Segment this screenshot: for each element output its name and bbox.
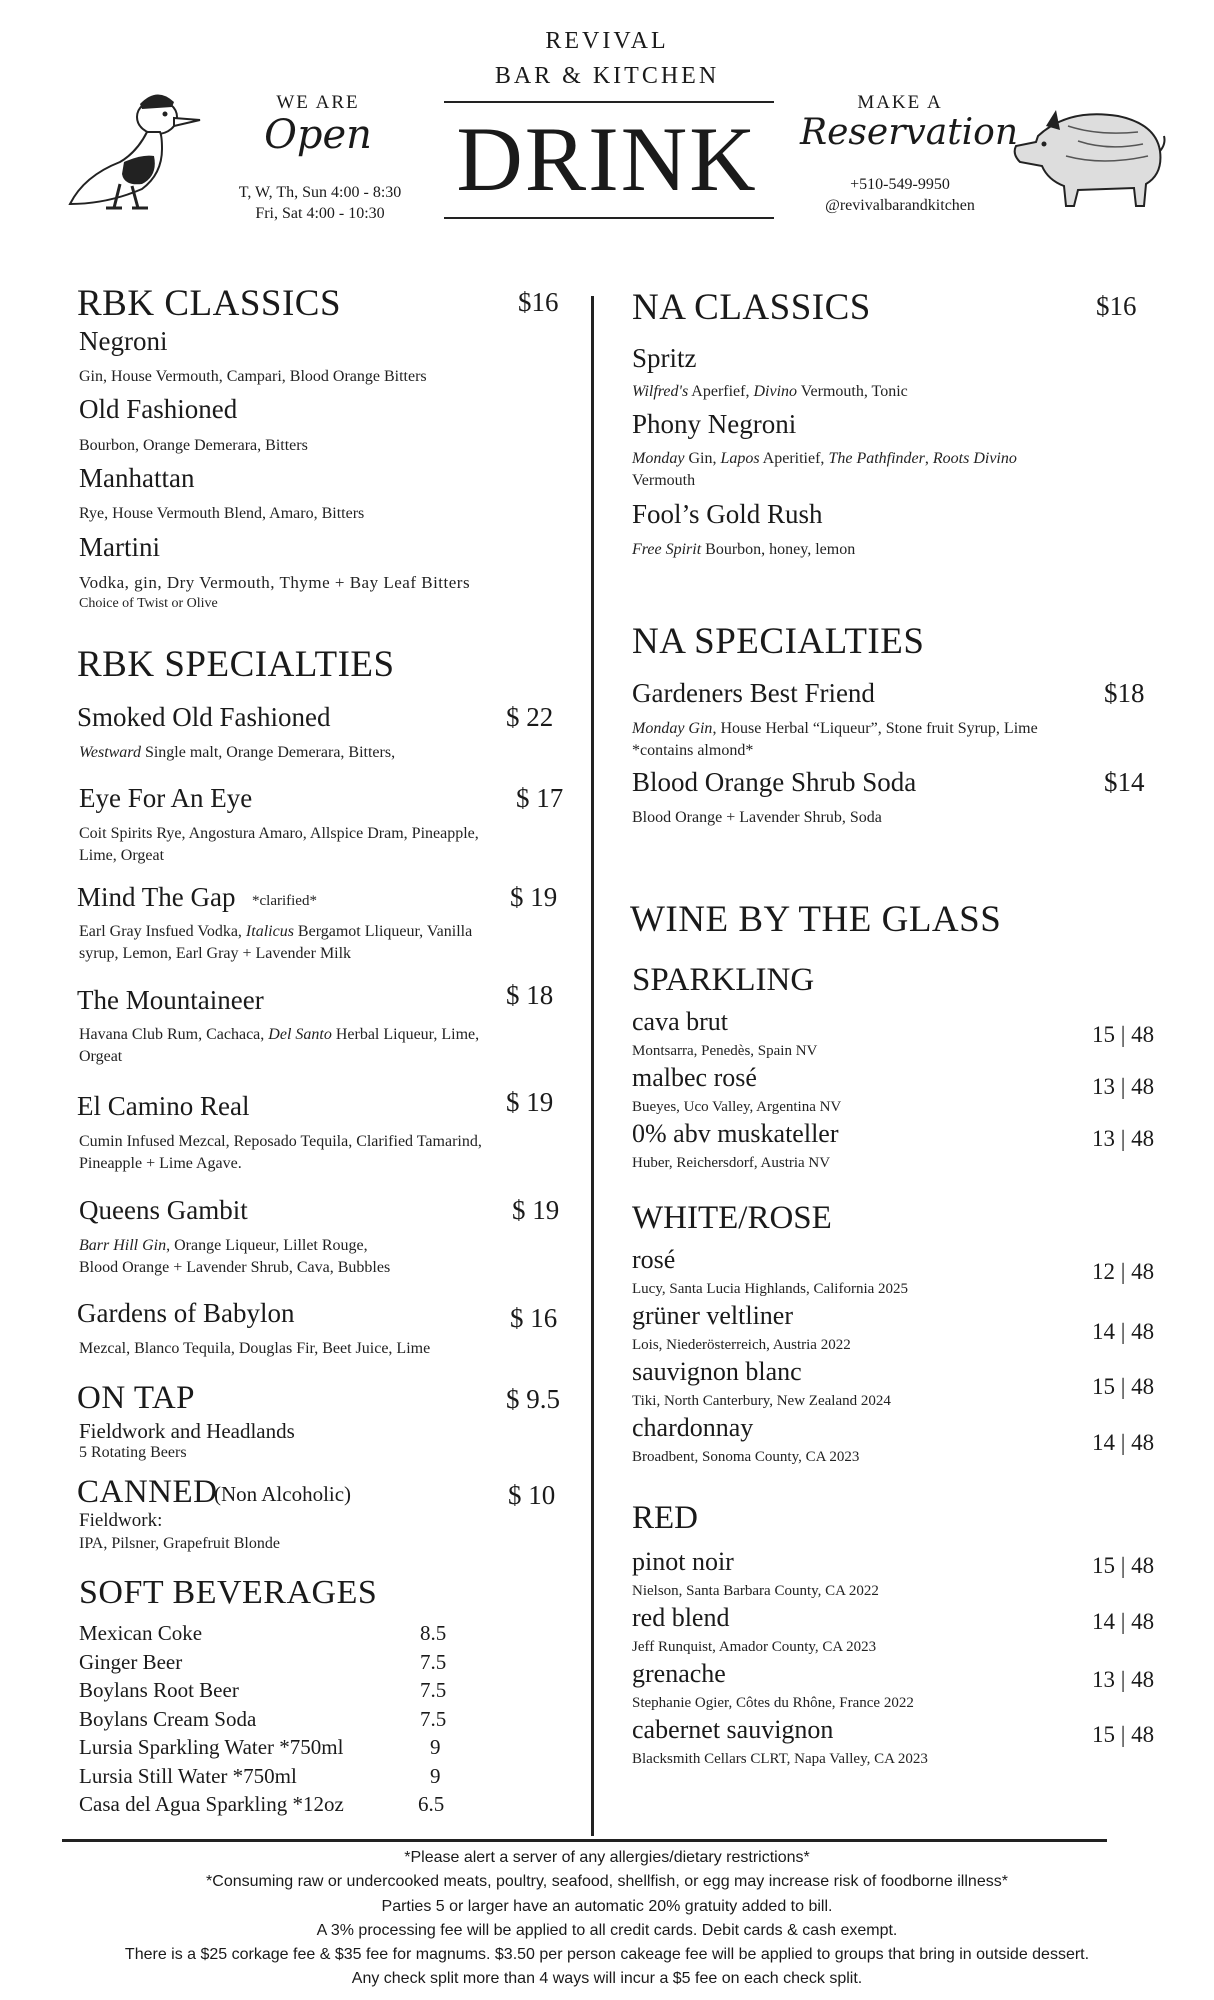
menu-item-desc: Bourbon, Orange Demerara, Bitters — [79, 437, 308, 454]
menu-item-desc: Gin, House Vermouth, Campari, Blood Orange Bitters — [79, 368, 427, 385]
menu-item-note: Choice of Twist or Olive — [79, 596, 218, 611]
wine-item-name: sauvignon blanc — [632, 1357, 802, 1386]
wine-item-name: chardonnay — [632, 1413, 754, 1442]
wine-red-title: RED — [632, 1500, 698, 1536]
wine-item-desc: Tiki, North Canterbury, New Zealand 2024 — [632, 1393, 891, 1409]
menu-item-tag: *clarified* — [252, 893, 317, 909]
wine-item-name: malbec rosé — [632, 1063, 757, 1092]
menu-item-name: Gardeners Best Friend — [632, 678, 875, 708]
menu-item-name: Spritz — [632, 343, 697, 373]
rbk-classics-price: $16 — [518, 287, 559, 317]
menu-item-desc: Vodka, gin, Dry Vermouth, Thyme + Bay Leaf Bitters — [79, 573, 471, 592]
brand-line-2: BAR & KITCHEN — [494, 63, 720, 89]
menu-item-desc-em: Wilfred's — [632, 383, 689, 400]
canned-line2: IPA, Pilsner, Grapefruit Blonde — [79, 1535, 280, 1552]
soft-item-name: Mexican Coke — [79, 1621, 203, 1645]
menu-item-desc-text: Herbal Liqueur, Lime, — [331, 1026, 480, 1043]
menu-item-name: The Mountaineer — [77, 985, 264, 1015]
menu-item-desc — [79, 1023, 479, 1046]
wine-item-desc: Lucy, Santa Lucia Highlands, California 2025 — [632, 1281, 909, 1297]
on-tap-line2: 5 Rotating Beers — [79, 1444, 187, 1461]
menu-item-desc: Blood Orange + Lavender Shrub, Soda — [632, 809, 882, 826]
menu-item-desc-em: Monday — [632, 450, 685, 467]
wine-item-desc: Bueyes, Uco Valley, Argentina NV — [632, 1099, 842, 1115]
menu-item-name: El Camino Real — [77, 1091, 250, 1121]
menu-item-desc-em: The Pathfinder — [828, 450, 925, 467]
menu-item-desc-em: Westward — [79, 744, 141, 761]
brand-line-1: REVIVAL — [545, 28, 669, 54]
wine-item-desc: Blacksmith Cellars CLRT, Napa Valley, CA 2023 — [632, 1751, 928, 1767]
wine-white-title: WHITE/ROSE — [632, 1200, 832, 1236]
wine-item-price: 13 | 48 — [1092, 1667, 1155, 1692]
wine-item-price: 12 | 48 — [1092, 1259, 1155, 1284]
wine-item-price: 15 | 48 — [1092, 1553, 1155, 1578]
menu-item-price: $ 16 — [510, 1303, 558, 1333]
menu-item-desc — [632, 538, 855, 561]
rbk-classics-title: RBK CLASSICS — [77, 283, 342, 324]
wine-item-desc: Nielson, Santa Barbara County, CA 2022 — [632, 1583, 879, 1599]
na-classics-price: $16 — [1096, 291, 1137, 321]
wine-item-name: 0% abv muskateller — [632, 1119, 839, 1148]
menu-item-desc-text: Single malt, Orange Demerara, Bitters, — [140, 744, 396, 761]
menu-item-desc-line2: Orgeat — [79, 1048, 123, 1065]
soft-item-name: Boylans Root Beer — [79, 1678, 239, 1702]
wine-item-price: 14 | 48 — [1092, 1319, 1155, 1344]
menu-item-desc-line2: Vermouth — [632, 472, 696, 489]
menu-item-name: Manhattan — [79, 463, 195, 493]
soft-item-price: 7.5 — [420, 1650, 447, 1674]
soft-item-price: 8.5 — [420, 1621, 447, 1645]
footer-rule — [62, 1839, 1107, 1842]
soft-item-price: 7.5 — [420, 1678, 447, 1702]
menu-item-desc — [632, 380, 908, 403]
soft-item-price: 7.5 — [420, 1707, 447, 1731]
menu-item-desc-text: Earl Gray Insfued Vodka, — [79, 923, 246, 940]
menu-item-name: Phony Negroni — [632, 409, 797, 439]
menu-item-desc-text: Aperitief, — [759, 450, 829, 467]
canned-title: CANNED — [77, 1474, 218, 1510]
menu-item-desc-em: Roots Divino — [932, 450, 1017, 467]
soft-item-name: Lursia Still Water *750ml — [79, 1764, 297, 1788]
menu-item-desc-line2: Pineapple + Lime Agave. — [79, 1155, 242, 1172]
menu-item-desc-text: , Orange Liqueur, Lillet Rouge, — [166, 1237, 368, 1254]
soft-item-price: 9 — [430, 1764, 441, 1788]
menu-item-name: Smoked Old Fashioned — [77, 702, 331, 732]
menu-item-desc-em: Italicus — [245, 923, 294, 940]
soft-item-price: 9 — [430, 1735, 441, 1759]
menu-item-desc: Cumin Infused Mezcal, Reposado Tequila, Clarified Tamarind, — [79, 1133, 482, 1150]
footer-line: There is a $25 corkage fee & $35 fee for magnums. $3.50 per person cakeage fee will be applied to groups that bring in outside dessert. — [124, 1946, 1090, 1963]
title-rule-top — [444, 101, 774, 103]
menu-item-name: Eye For An Eye — [79, 783, 253, 813]
menu-item-desc-text: , — [924, 450, 933, 467]
hours-line-1: T, W, Th, Sun 4:00 - 8:30 — [238, 184, 402, 201]
menu-item-price: $18 — [1104, 678, 1145, 708]
column-divider — [591, 296, 594, 1836]
wine-item-price: 15 | 48 — [1092, 1722, 1155, 1747]
menu-item-name: Gardens of Babylon — [77, 1298, 295, 1328]
wine-item-price: 14 | 48 — [1092, 1609, 1155, 1634]
wine-item-name: grüner veltliner — [632, 1301, 793, 1330]
menu-item-desc-text: Aperfief, — [688, 383, 754, 400]
na-classics-title: NA CLASSICS — [632, 287, 871, 328]
wine-item-price: 15 | 48 — [1092, 1374, 1155, 1399]
menu-item-desc: Mezcal, Blanco Tequila, Douglas Fir, Beet Juice, Lime — [79, 1340, 431, 1357]
footer-line: *Consuming raw or undercooked meats, poultry, seafood, shellfish, or egg may increase risk of foodborne illness* — [206, 1873, 1008, 1890]
on-tap-line1: Fieldwork and Headlands — [79, 1419, 295, 1443]
wine-item-price: 14 | 48 — [1092, 1430, 1155, 1455]
menu-item-desc-line2: Blood Orange + Lavender Shrub, Cava, Bubbles — [79, 1259, 391, 1276]
na-specialties-title: NA SPECIALTIES — [632, 621, 925, 662]
menu-item-desc — [79, 920, 472, 943]
menu-item-desc: Coit Spirits Rye, Angostura Amaro, Allspice Dram, Pineapple, — [79, 825, 479, 842]
wine-item-desc: Huber, Reichersdorf, Austria NV — [632, 1155, 831, 1171]
wine-item-desc: Broadbent, Sonoma County, CA 2023 — [632, 1449, 860, 1465]
menu-item-desc-em: Lapos — [720, 450, 760, 467]
menu-item-desc-text: , House Herbal “Liqueur”, Stone fruit Syrup, Lime — [712, 720, 1038, 737]
wine-item-name: pinot noir — [632, 1547, 734, 1576]
title-rule-bottom — [444, 217, 774, 219]
on-tap-title: ON TAP — [77, 1380, 196, 1416]
soft-item-price: 6.5 — [418, 1792, 445, 1816]
rbk-specialties-title: RBK SPECIALTIES — [77, 644, 395, 685]
menu-item-desc-line2: syrup, Lemon, Earl Gray + Lavender Milk — [79, 945, 352, 962]
wine-item-name: red blend — [632, 1603, 730, 1632]
footer-line: A 3% processing fee will be applied to all credit cards. Debit cards & cash exempt. — [316, 1922, 898, 1939]
footer-line: Any check split more than 4 ways will incur a $5 fee on each check split. — [351, 1970, 863, 1987]
soft-beverages-title: SOFT BEVERAGES — [79, 1574, 378, 1611]
footer-line: *Please alert a server of any allergies/dietary restrictions* — [404, 1849, 810, 1866]
make-a-label: MAKE A — [857, 92, 943, 113]
menu-item-desc-em: Monday Gin — [632, 720, 713, 737]
canned-line1: Fieldwork: — [79, 1510, 163, 1531]
menu-item-price: $ 22 — [506, 702, 554, 732]
wine-item-desc: Jeff Runquist, Amador County, CA 2023 — [632, 1639, 877, 1655]
wine-item-price: 15 | 48 — [1092, 1022, 1155, 1047]
wine-item-desc: Lois, Niederösterreich, Austria 2022 — [632, 1337, 851, 1353]
menu-item-price: $14 — [1104, 767, 1145, 797]
wine-item-name: grenache — [632, 1659, 726, 1688]
menu-item-name: Queens Gambit — [79, 1195, 248, 1225]
soft-item-name: Boylans Cream Soda — [79, 1707, 257, 1731]
menu-item-name: Old Fashioned — [79, 394, 238, 424]
menu-item-desc — [79, 741, 395, 764]
menu-item-desc-text: Bergamot Lliqueur, Vanilla — [293, 923, 473, 940]
menu-item-desc-line2: Lime, Orgeat — [79, 847, 165, 864]
soft-item-name: Casa del Agua Sparkling *12oz — [79, 1792, 344, 1816]
menu-item-price: $ 19 — [512, 1195, 560, 1225]
reservation-label: Reservation — [800, 112, 1019, 153]
menu-item-name: Mind The Gap — [77, 882, 236, 912]
canned-tag: (Non Alcoholic) — [214, 1482, 352, 1506]
page-title: DRINK — [456, 108, 758, 210]
menu-item-desc-em: Free Spirit — [632, 541, 702, 558]
wine-item-desc: Montsarra, Penedès, Spain NV — [632, 1043, 818, 1059]
menu-item-desc-text: Bourbon, honey, lemon — [701, 541, 856, 558]
menu-item-desc-text: Gin, — [684, 450, 721, 467]
phone-number[interactable]: +510-549-9950 — [850, 176, 950, 193]
menu-item-desc — [79, 1234, 368, 1257]
wine-item-name: cabernet sauvignon — [632, 1715, 834, 1744]
menu-item-name: Negroni — [79, 326, 168, 356]
open-label: Open — [264, 112, 372, 158]
on-tap-price: $ 9.5 — [506, 1384, 560, 1414]
we-are-label: WE ARE — [276, 92, 360, 113]
soft-item-name: Lursia Sparkling Water *750ml — [79, 1735, 344, 1759]
menu-item-desc-em: Divino — [753, 383, 798, 400]
wine-item-price: 13 | 48 — [1092, 1074, 1155, 1099]
menu-item-desc-line2: *contains almond* — [632, 742, 754, 759]
wine-title: WINE BY THE GLASS — [630, 899, 1002, 940]
menu-item-desc-em: Del Santo — [268, 1026, 332, 1043]
canned-price: $ 10 — [508, 1480, 556, 1510]
wine-sparkling-title: SPARKLING — [632, 962, 815, 998]
menu-item-price: $ 18 — [506, 980, 554, 1010]
menu-item-desc-text: Havana Club Rum, Cachaca, — [79, 1026, 269, 1043]
menu-item-price: $ 19 — [510, 882, 558, 912]
duck-illustration-icon — [62, 84, 212, 214]
wine-item-name: rosé — [632, 1245, 676, 1274]
hours-line-2: Fri, Sat 4:00 - 10:30 — [255, 205, 385, 222]
menu-item-desc: Rye, House Vermouth Blend, Amaro, Bitters — [79, 505, 365, 522]
menu-item-price: $ 19 — [506, 1087, 554, 1117]
menu-item-desc-text: Vermouth, Tonic — [797, 383, 908, 400]
footer-line: Parties 5 or larger have an automatic 20% gratuity added to bill. — [381, 1898, 833, 1915]
wine-item-desc: Stephanie Ogier, Côtes du Rhône, France 2022 — [632, 1695, 914, 1711]
menu-item-name: Fool’s Gold Rush — [632, 499, 823, 529]
menu-item-name: Martini — [79, 532, 160, 562]
menu-item-desc — [632, 447, 1112, 470]
soft-item-name: Ginger Beer — [79, 1650, 183, 1674]
pig-illustration-icon — [1008, 96, 1168, 211]
menu-item-price: $ 17 — [516, 783, 564, 813]
wine-item-price: 13 | 48 — [1092, 1126, 1155, 1151]
menu-item-desc — [632, 717, 1038, 740]
wine-item-name: cava brut — [632, 1007, 729, 1036]
social-handle[interactable]: @revivalbarandkitchen — [825, 197, 975, 214]
menu-item-desc-em: Barr Hill Gin — [79, 1237, 167, 1254]
menu-item-name: Blood Orange Shrub Soda — [632, 767, 917, 797]
